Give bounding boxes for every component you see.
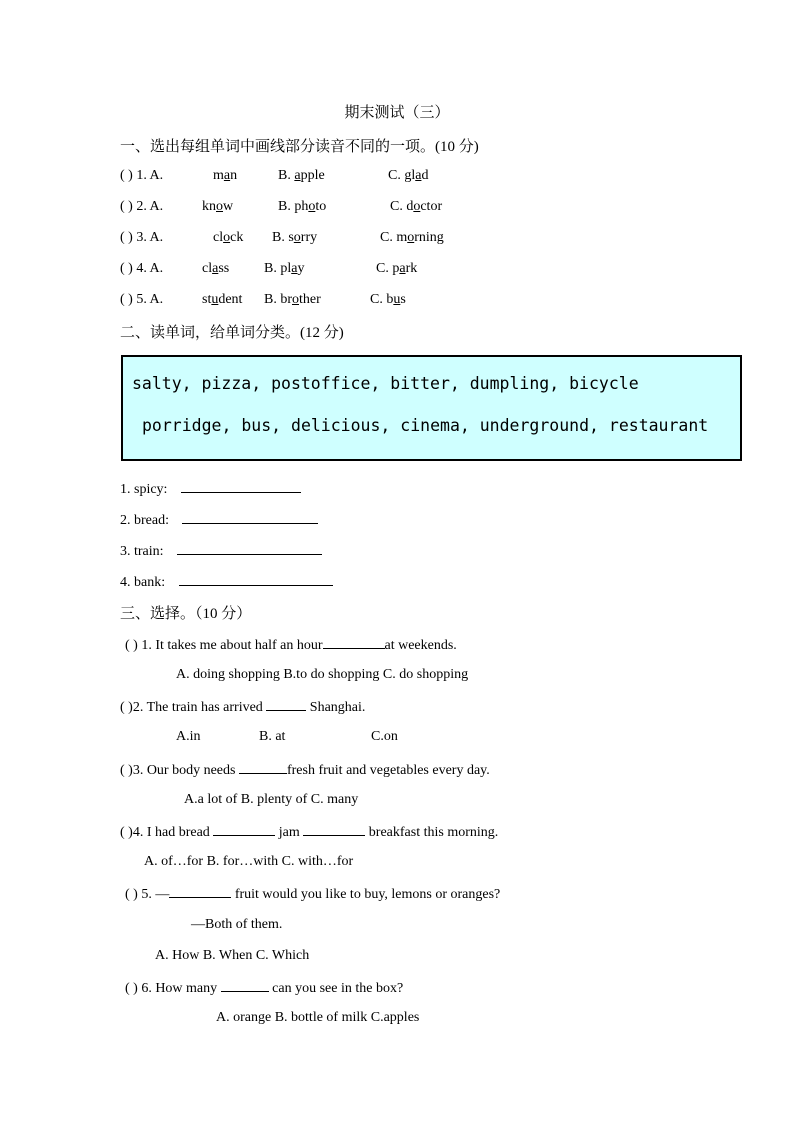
word-part: rning [414,230,444,245]
word-part: ck [230,230,244,245]
question-number: ( ) 2. A. [120,199,164,214]
word-part: kn [202,199,216,214]
word-part: C. b [370,292,394,307]
option-c [380,230,444,246]
question-stem: ( ) 1. It takes me about half an hour [125,638,323,653]
question-6 [125,979,403,997]
question-number: ( ) 4. A. [120,261,164,276]
option-b [278,168,325,184]
word-part: to [315,199,327,214]
word-part: C. m [380,230,408,245]
underlined-letter: o [223,230,231,245]
underlined-letter: o [216,199,223,214]
question-4 [120,823,498,841]
question-number: ( ) 3. A. [120,230,164,245]
category-label: 2. bread: [120,513,169,528]
question-4-options: A. of…for B. for…with C. with…for [144,854,354,869]
underlined-letter: a [291,261,298,276]
underlined-letter: o [292,292,299,307]
word-part: w [223,199,234,214]
question-5-answer: —Both of them. [191,917,283,932]
section-1-heading: 一、选出每组单词中画线部分读音不同的一项。(10 分) [120,139,479,155]
question-stem: fresh fruit and vegetables every day. [286,763,490,778]
underlined-letter: u [393,292,401,307]
question-stem: ( ) 5. — [125,887,170,902]
option-a [213,168,237,184]
word-part: B. br [264,292,292,307]
question-stem: ( ) 6. How many [125,981,218,996]
question-number: ( ) 5. A. [120,292,164,307]
underlined-letter: u [211,292,219,307]
answer-blank[interactable] [323,636,385,649]
question-2 [120,698,365,716]
question-5-options: A. How B. When C. Which [155,948,310,963]
answer-blank[interactable] [266,698,306,711]
underlined-letter: a [212,261,219,276]
answer-blank[interactable] [169,885,231,898]
word-part: B. pl [264,261,292,276]
question-5 [125,885,500,903]
word-part: B. ph [278,199,309,214]
word-part: rry [300,230,318,245]
question-6-options: A. orange B. bottle of milk C.apples [216,1010,420,1025]
question-3-options: A.a lot of B. plenty of C. many [184,792,359,807]
underlined-letter: o [293,230,301,245]
word-part: pple [300,168,325,183]
word-part: dent [218,292,243,307]
section-3-heading: 三、选择。（10 分） [120,606,252,622]
option-c [388,168,428,184]
category-train [120,542,322,560]
word-part: B. [278,168,295,183]
question-2-option-a: A.in [176,729,201,744]
question-stem: ( )2. The train has arrived [120,700,263,715]
word-part: ther [299,292,321,307]
option-c [376,261,417,277]
word-part: C. d [390,199,414,214]
word-part: B. s [272,230,294,245]
question-1 [125,636,457,654]
answer-blank[interactable] [213,823,275,836]
section-2-heading: 二、读单词，给单词分类。(12 分) [120,325,344,341]
option-a [213,230,243,246]
word-part: C. gl [388,168,416,183]
question-number: ( ) 1. A. [120,168,164,183]
word-part: st [202,292,212,307]
option-c [370,292,406,308]
word-part: rk [405,261,418,276]
option-b [272,230,317,246]
word-part: ctor [420,199,443,214]
question-stem: at weekends. [384,638,457,653]
underlined-letter: a [399,261,406,276]
option-a [202,292,242,308]
answer-blank[interactable] [177,542,322,555]
question-stem: breakfast this morning. [368,825,499,840]
option-b [264,261,304,277]
answer-blank[interactable] [239,761,287,774]
word-part: s [400,292,406,307]
answer-blank[interactable] [221,979,269,992]
answer-blank[interactable] [179,573,333,586]
option-b [278,199,326,215]
question-stem: fruit would you like to buy, lemons or oranges? [234,887,501,902]
page-title: 期末测试（三） [344,105,450,121]
underlined-letter: o [413,199,421,214]
underlined-letter: a [223,168,231,183]
question-2-option-b: B. at [259,729,286,744]
question-2-option-c: C.on [371,729,398,744]
word-part: d [421,168,429,183]
option-a [202,261,229,277]
word-part: ss [218,261,230,276]
word-box [121,355,742,461]
answer-blank[interactable] [182,511,318,524]
category-label: 4. bank: [120,575,166,590]
category-bread [120,511,318,529]
question-3 [120,761,490,779]
word-part: n [230,168,238,183]
category-label: 3. train: [120,544,164,559]
answer-blank[interactable] [303,823,365,836]
word-part: m [213,168,224,183]
question-stem: jam [278,825,300,840]
word-part: C. p [376,261,400,276]
option-a [202,199,233,215]
question-stem: can you see in the box? [272,981,404,996]
option-b [264,292,321,308]
underlined-letter: a [415,168,422,183]
word-part: y [297,261,305,276]
word-part: cl [202,261,213,276]
category-bank [120,573,333,591]
underlined-letter: a [294,168,301,183]
question-stem: ( )4. I had bread [120,825,210,840]
underlined-letter: o [407,230,415,245]
question-1-options: A. doing shopping B.to do shopping C. do shopping [176,667,469,682]
word-box-line-2: porridge, bus, delicious, cinema, underground, restaurant [142,416,709,435]
answer-blank[interactable] [181,480,301,493]
question-stem: ( )3. Our body needs [120,763,236,778]
category-spicy [120,480,301,498]
word-box-line-1: salty, pizza, postoffice, bitter, dumpling, bicycle [132,374,639,393]
question-stem: Shanghai. [309,700,366,715]
category-label: 1. spicy: [120,482,168,497]
word-part: cl [213,230,224,245]
underlined-letter: o [308,199,316,214]
option-c [390,199,442,215]
